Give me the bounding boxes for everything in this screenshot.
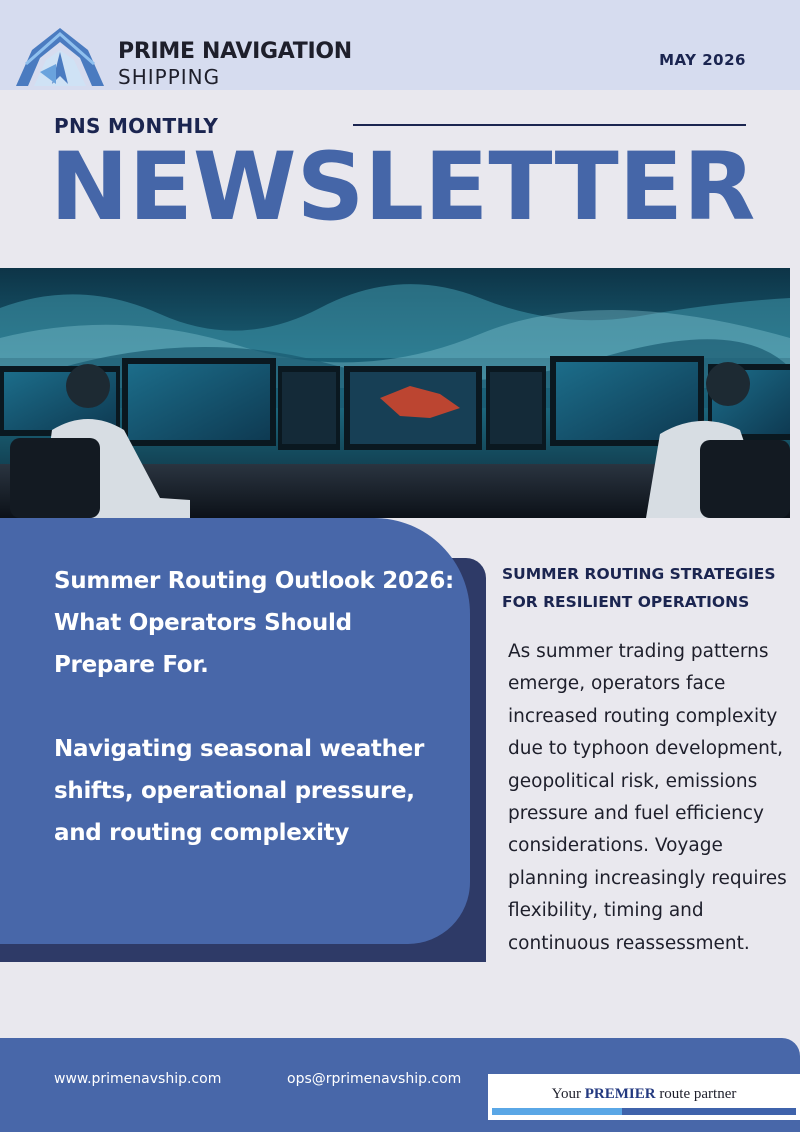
brand-line-1: PRIME NAVIGATION <box>118 39 352 64</box>
tagline-post: route partner <box>659 1086 737 1102</box>
tagline-accent-bar <box>492 1108 622 1115</box>
email-link[interactable]: ops@rprimenavship.com <box>287 1071 462 1087</box>
newsletter-title: NEWSLETTER <box>50 133 756 242</box>
article-heading: SUMMER ROUTING STRATEGIES FOR RESILIENT OPERATIONS <box>502 565 776 611</box>
feature-subtitle: Navigating seasonal weather shifts, operational pressure, and routing complexity <box>54 736 425 846</box>
tagline-pre: Your <box>551 1086 581 1102</box>
tagline-box <box>488 1074 800 1120</box>
brand-name <box>118 40 352 88</box>
website-link[interactable]: www.primenavship.com <box>54 1071 222 1087</box>
operations-control-room-image <box>0 268 790 518</box>
kicker-divider <box>353 124 746 126</box>
newsletter-kicker: PNS MONTHLY <box>54 114 219 138</box>
article-body: As summer trading patterns emerge, operators face increased routing complexity due to typhoon development, geopolitical risk, emissions pressure and fuel efficiency considerations. Voyage planning increasingly requires flexibility, timing and continuous reassessment. <box>508 641 787 954</box>
feature-title: Summer Routing Outlook 2026: What Operators Should Prepare For. <box>54 568 454 678</box>
tagline-accent-bar <box>622 1108 796 1115</box>
issue-date: MAY 2026 <box>659 51 746 69</box>
compass-ship-logo-icon <box>12 24 108 88</box>
tagline <box>488 1086 800 1103</box>
brand-line-2: SHIPPING <box>118 65 221 89</box>
tagline-emphasis: PREMIER <box>584 1086 656 1102</box>
